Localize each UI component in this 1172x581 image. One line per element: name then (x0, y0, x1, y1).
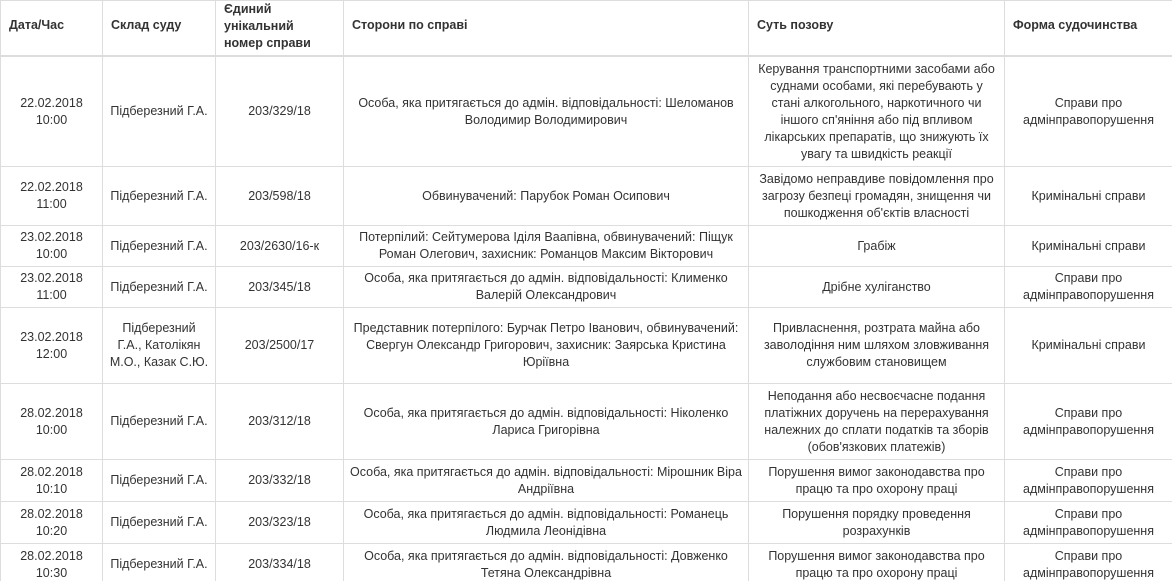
date: 28.02.2018 (20, 506, 83, 521)
table-row (1, 267, 1172, 308)
cell-parties: Особа, яка притягається до адмін. відповідальності: Мірошник Віра Андріївна (344, 460, 749, 502)
cell-form: Справи про адмінправопорушення (1005, 384, 1172, 460)
date: 28.02.2018 (20, 405, 83, 420)
table-row (1, 56, 1172, 167)
cell-judge: Підберезний Г.А. (103, 384, 216, 460)
cell-date-time (1, 502, 103, 544)
header-proceeding-form: Форма судочинства (1005, 1, 1172, 57)
cell-form: Справи про адмінправопорушення (1005, 502, 1172, 544)
cell-judge: Підберезний Г.А. (103, 167, 216, 226)
cell-case-number: 203/312/18 (216, 384, 344, 460)
cell-date-time (1, 544, 103, 581)
cell-case-number: 203/2500/17 (216, 308, 344, 384)
cell-subject: Грабіж (749, 226, 1005, 267)
cell-form: Кримінальні справи (1005, 167, 1172, 226)
cell-date-time (1, 384, 103, 460)
date: 23.02.2018 (20, 271, 83, 285)
cell-judge: Підберезний Г.А. (103, 56, 216, 167)
cell-parties: Обвинувачений: Парубок Роман Осипович (344, 167, 749, 226)
cell-case-number: 203/334/18 (216, 544, 344, 581)
cell-subject: Дрібне хуліганство (749, 267, 1005, 308)
table-row (1, 226, 1172, 267)
time: 10:00 (35, 112, 68, 127)
cell-date-time (1, 226, 103, 267)
cell-parties: Особа, яка притягається до адмін. відповідальності: Романець Людмила Леонідівна (344, 502, 749, 544)
cell-form: Кримінальні справи (1005, 308, 1172, 384)
cell-parties: Особа, яка притягається до адмін. відповідальності: Ніколенко Лариса Григорівна (344, 384, 749, 460)
date: 28.02.2018 (20, 548, 83, 563)
header-claim-subject: Суть позову (749, 1, 1005, 57)
header-court-composition: Склад суду (103, 1, 216, 57)
table-row (1, 544, 1172, 581)
table-row (1, 502, 1172, 544)
cell-judge: Підберезний Г.А. (103, 460, 216, 502)
date: 28.02.2018 (20, 464, 83, 479)
cell-subject: Неподання або несвоєчасне подання платіжних доручень на перерахування належних до сплати податків та зборів (обов'язкових платежів) (749, 384, 1005, 460)
time: 10:10 (35, 481, 68, 496)
cell-parties: Представник потерпілого: Бурчак Петро Іванович, обвинувачений: Свергун Олександр Григорович, захисник: Заярська Кристина Юріївна (344, 308, 749, 384)
cell-subject: Порушення вимог законодавства про працю та про охорону праці (749, 460, 1005, 502)
time: 10:00 (35, 422, 68, 437)
cell-judge: Підберезний Г.А. (103, 502, 216, 544)
cell-judge: Підберезний Г.А. (103, 267, 216, 308)
date: 22.02.2018 (20, 95, 83, 110)
header-case-number: Єдиний унікальний номер справи (216, 1, 344, 57)
table-row (1, 308, 1172, 384)
cell-parties: Особа, яка притягається до адмін. відповідальності: Шеломанов Володимир Володимирович (344, 56, 749, 167)
cell-form: Справи про адмінправопорушення (1005, 267, 1172, 308)
cell-date-time (1, 167, 103, 226)
time: 11:00 (36, 197, 67, 211)
cell-case-number: 203/345/18 (216, 267, 344, 308)
header-parties: Сторони по справі (344, 1, 749, 57)
cell-form: Справи про адмінправопорушення (1005, 460, 1172, 502)
cell-subject: Привласнення, розтрата майна або заволодіння ним шляхом зловживання службовим становищем (749, 308, 1005, 384)
time: 10:30 (35, 565, 68, 580)
time: 11:00 (36, 288, 67, 302)
date: 22.02.2018 (20, 180, 83, 194)
cell-case-number: 203/329/18 (216, 56, 344, 167)
cell-form: Справи про адмінправопорушення (1005, 56, 1172, 167)
cell-subject: Порушення порядку проведення розрахунків (749, 502, 1005, 544)
cell-date-time (1, 267, 103, 308)
time: 12:00 (35, 346, 68, 361)
cell-judge: Підберезний Г.А., Католікян М.О., Казак С.Ю. (103, 308, 216, 384)
date: 23.02.2018 (20, 230, 83, 244)
cell-date-time (1, 460, 103, 502)
cell-subject: Завідомо неправдиве повідомлення про загрозу безпеці громадян, знищення чи пошкодження об'єктів власності (749, 167, 1005, 226)
cell-subject: Керування транспортними засобами або суднами особами, які перебувають у стані алкогольного, наркотичного чи іншого сп'яніння або під впливом лікарських препаратів, що знижують їх увагу та швидкість реакції (749, 56, 1005, 167)
cell-parties: Потерпілий: Сейтумерова Іділя Ваапівна, обвинувачений: Піщук Роман Олегович, захисник: Романцов Максим Вікторович (344, 226, 749, 267)
cell-date-time (1, 308, 103, 384)
cell-form: Кримінальні справи (1005, 226, 1172, 267)
cell-subject: Порушення вимог законодавства про працю та про охорону праці (749, 544, 1005, 581)
cell-judge: Підберезний Г.А. (103, 226, 216, 267)
cell-judge: Підберезний Г.А. (103, 544, 216, 581)
time: 10:20 (35, 523, 68, 538)
cell-case-number: 203/598/18 (216, 167, 344, 226)
cell-date-time (1, 56, 103, 167)
cell-case-number: 203/2630/16-к (216, 226, 344, 267)
table-row (1, 460, 1172, 502)
cell-form: Справи про адмінправопорушення (1005, 544, 1172, 581)
date: 23.02.2018 (20, 329, 83, 344)
table-row (1, 167, 1172, 226)
cell-case-number: 203/332/18 (216, 460, 344, 502)
table-row (1, 384, 1172, 460)
cell-parties: Особа, яка притягається до адмін. відповідальності: Довженко Тетяна Олександрівна (344, 544, 749, 581)
cell-parties: Особа, яка притягається до адмін. відповідальності: Клименко Валерій Олександрович (344, 267, 749, 308)
cell-case-number: 203/323/18 (216, 502, 344, 544)
time: 10:00 (35, 247, 68, 261)
table-header-row (1, 1, 1172, 57)
header-date-time: Дата/Час (1, 1, 103, 57)
